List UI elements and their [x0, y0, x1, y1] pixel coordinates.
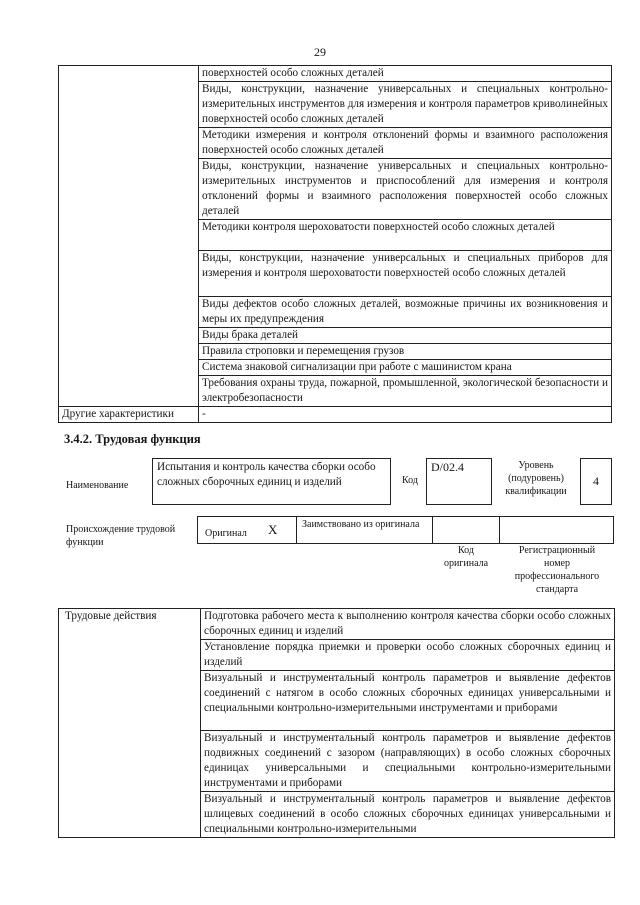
labor-action-row: Визуальный и инструментальный контроль параметров и выявление дефектов шлицевых соединений в особо сложных сборочных единицах универсальными и специальными контрольно-измерительными — [201, 792, 615, 838]
origin-label: Происхождение трудовой функции — [66, 524, 176, 548]
other-characteristics-value: - — [199, 407, 612, 423]
function-name-value: Испытания и контроль качества сборки особо сложных сборочных единиц и изделий — [152, 458, 391, 505]
labor-actions-table — [58, 608, 615, 838]
knowledge-table — [58, 65, 612, 423]
labor-action-row: Подготовка рабочего места к выполнению контроля качества сборки особо сложных сборочных единиц и изделий — [201, 609, 615, 640]
original-mark: X — [268, 522, 278, 537]
knowledge-row: Методики измерения и контроля отклонений формы и взаимного расположения поверхностей особо сложных деталей — [199, 128, 612, 159]
page-number: 29 — [314, 45, 326, 59]
labor-action-row: Установление порядка приемки и проверки особо сложных сборочных единиц и изделий — [201, 640, 615, 671]
knowledge-row: Методики контроля шероховатости поверхностей особо сложных деталей — [199, 220, 612, 251]
labor-actions-label: Трудовые действия — [59, 609, 201, 838]
qualification-level-label: Уровень (подуровень) квалификации — [505, 460, 567, 497]
registration-number-label: Регистрационный номер профессионального стандарта — [514, 545, 600, 595]
qualification-level-value: 4 — [580, 458, 612, 505]
section-heading: 3.4.2. Трудовая функция — [64, 432, 201, 446]
labor-action-row: Визуальный и инструментальный контроль параметров и выявление дефектов подвижных соединений с зазором (направляющих) в особо сложных сборочных единицах универсальными и специальными контрольно-измерительными инструментами и приборами — [201, 731, 615, 792]
original-label: Оригинал — [205, 528, 247, 539]
labor-action-row: Визуальный и инструментальный контроль параметров и выявление дефектов соединений с натягом в особо сложных сборочных единицах универсальными и специальными контрольно-измерительными инструментами и приборами — [201, 671, 615, 731]
code-original-label: Код оригинала — [443, 545, 489, 569]
knowledge-row: Виды, конструкции, назначение универсальных и специальных контрольно-измерительных инструментов для измерения и контроля параметров криволинейных поверхностей особо сложных деталей — [199, 82, 612, 128]
code-label: Код — [402, 475, 418, 486]
knowledge-row: Правила строповки и перемещения грузов — [199, 344, 612, 360]
borrowed-label: Заимствовано из оригинала — [302, 519, 420, 530]
knowledge-row: Виды дефектов особо сложных деталей, возможные причины их возникновения и меры их предупреждения — [199, 297, 612, 328]
other-characteristics-label: Другие характеристики — [59, 407, 199, 423]
knowledge-row: Требования охраны труда, пожарной, промышленной, экологической безопасности и электробезопасности — [199, 376, 612, 407]
knowledge-row: поверхностей особо сложных деталей — [199, 66, 612, 82]
code-value: D/02.4 — [426, 458, 492, 505]
knowledge-row: Система знаковой сигнализации при работе с машинистом крана — [199, 360, 612, 376]
knowledge-row: Виды брака деталей — [199, 328, 612, 344]
knowledge-label-cell — [59, 66, 199, 407]
knowledge-row: Виды, конструкции, назначение универсальных и специальных приборов для измерения и контроля шероховатости поверхностей особо сложных деталей — [199, 251, 612, 297]
name-label: Наименование — [66, 480, 129, 491]
knowledge-row: Виды, конструкции, назначение универсальных и специальных контрольно-измерительных инструментов и приспособлений для измерения и контроля отклонений формы и взаимного расположения поверхностей особо сложных деталей — [199, 159, 612, 220]
